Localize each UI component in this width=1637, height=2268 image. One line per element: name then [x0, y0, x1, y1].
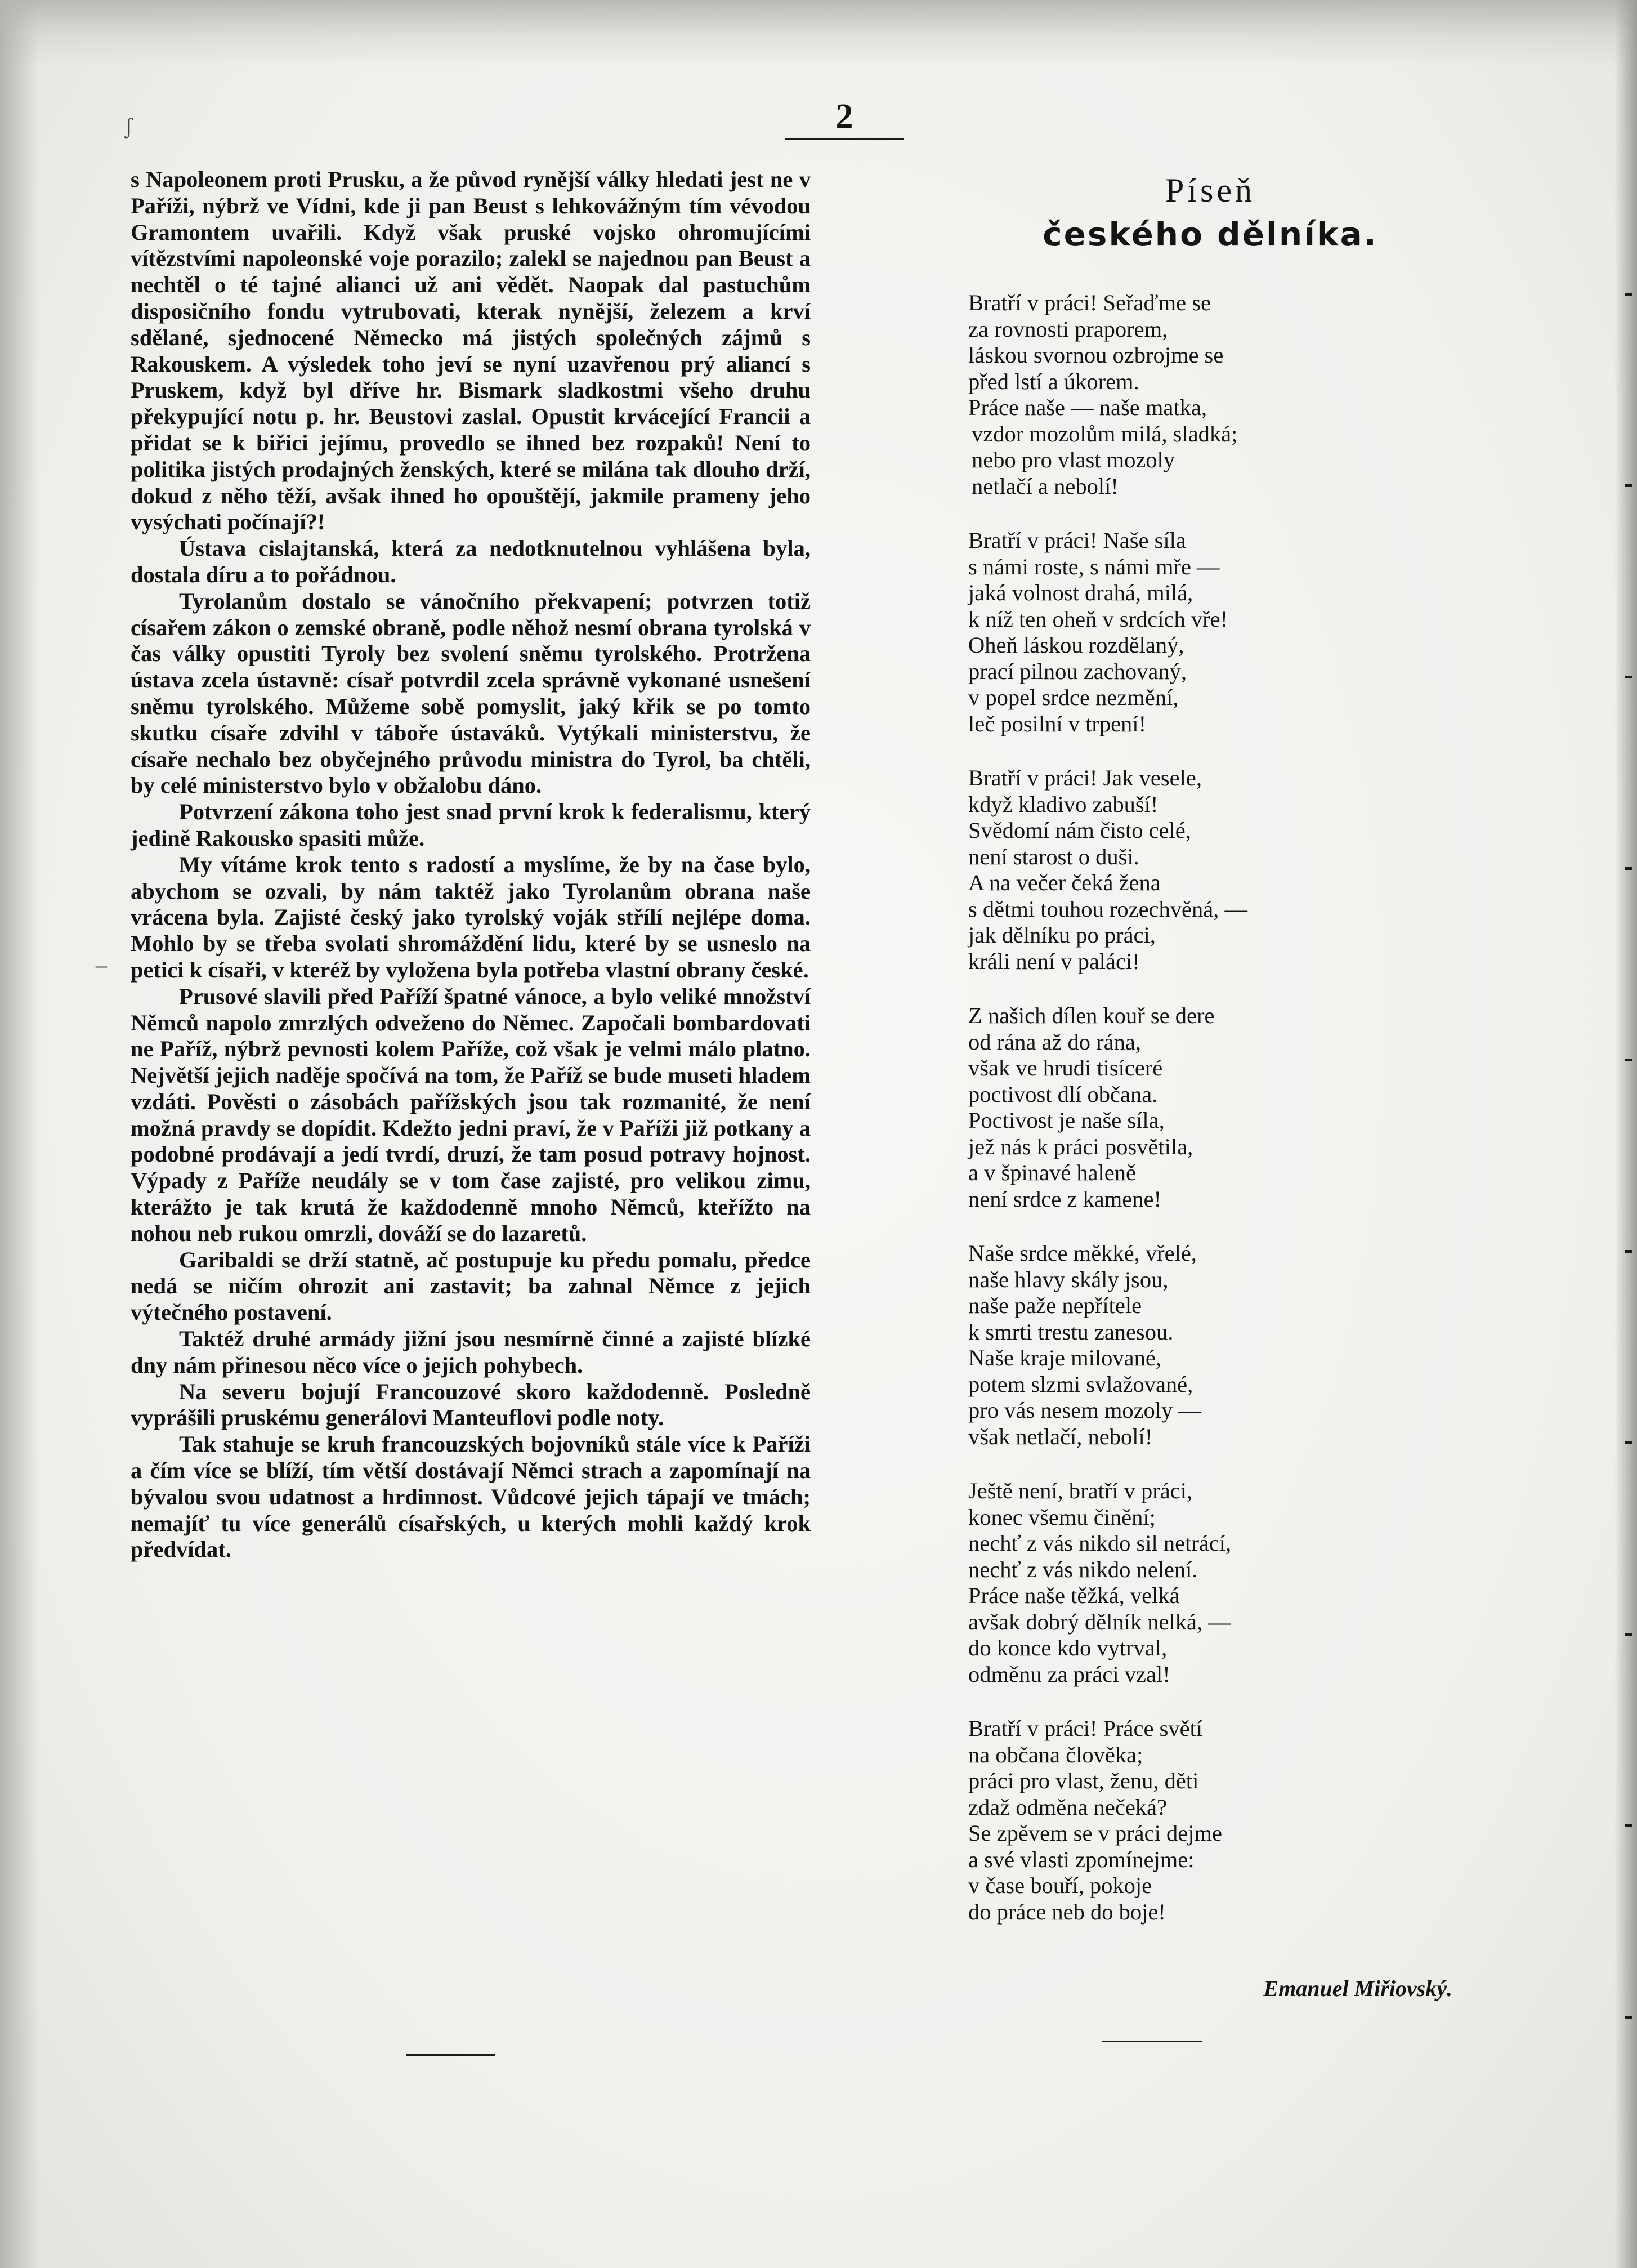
poem-title-line1: Píseň [1165, 172, 1256, 209]
poem-line: konec všemu činění; [968, 1504, 1156, 1530]
poem-line: k níž ten oheň v srdcích vře! [968, 606, 1228, 632]
poem-line: leč posilní v trpení! [968, 711, 1147, 736]
poem-line: nebo pro vlast mozoly [972, 447, 1175, 472]
article-paragraph: Tyrolanům dostalo se vánočního překvapení; potvrzen totiž císařem zákon o zemské obraně, podle něhož nesmí obrana tyrolská v čas války opustiti Tyroly bez svolení sněmu tyrolského. Protržena ústava zcela ústavně: císař potvrdil zcela správně vykonané usnešení sněmu tyrolského. Můžeme sobě pomyslit, jaký křik se po tomto skutku císaře zdvihl v táboře ústaváků. Vytýkali ministerstvu, že císaře nechalo bez obyčejného průvodu ministra do Tyrol, ba chtěli, by celé ministerstvo bylo v obžalobu dáno. [131, 588, 811, 798]
poem-line: a své vlasti zpomínejme: [968, 1846, 1195, 1872]
poem-line: za rovnosti praporem, [968, 316, 1168, 342]
poem-stanza [968, 528, 1475, 737]
poem-stanza [968, 290, 1475, 499]
poem-stanza [968, 1716, 1475, 1925]
poem-line: nechť z vás nikdo nelení. [968, 1556, 1198, 1582]
poem-line: Práce naše — naše matka, [968, 395, 1207, 420]
poem-line: prací pilnou zachovaný, [968, 658, 1187, 684]
article-paragraph: s Napoleonem proti Prusku, a že původ rynější války hledati jest ne v Paříži, nýbrž ve Vídni, kde ji pan Beust s lehkovážným tím vévodou Gramontem uvařili. Když však pruské vojsko ohromujícími vítězstvími napoleonské voje porazilo; zalekl se najednou pan Beust a nechtěl o té tajné alianci už ani vědět. Naopak dal pastuchům disposičního fondu vytrubovati, kterak nynější, železem a krví sdělané, sjednocené Německo má jistých společných zájmů s Rakouskem. A výsledek toho jeví se nyní uzavřenou prý aliancí s Pruskem, když byl dříve hr. Bismark sladkostmi všeho druhu překypující notu p. hr. Beustovi zaslal. Opustit krvácející Francii a přidat se k biřici jejímu, provedlo se ihned bez rozpaků! Není to politika jistých prodajných ženských, které se milána tak dlouho drží, dokud z něho těží, avšak ihned ho opouštějí, jakmile prameny jeho vysýchati počínají?! [131, 167, 811, 535]
edge-tick [1625, 1250, 1632, 1253]
poem-stanza [968, 1478, 1475, 1687]
edge-tick [1625, 1824, 1632, 1827]
poem-line: Z našich dílen kouř se dere [968, 1003, 1215, 1028]
article-paragraph: Prusové slavili před Paříží špatné vánoce, a bylo veliké množství Němců napolo zmrzlých odveženo do Němec. Započali bombardovati ne Paříž, nýbrž pevnosti kolem Paříže, což však je velmi málo platno. Největší jejich naděje spočívá na tom, že Paříž se bude museti hladem vzdáti. Pověsti o zásobách pařížských jsou tak rozmanité, že není možná pravdy se dopídit. Kdežto jedni praví, že v Paříži již potkany a podobné prodávají a jedí tvrdí, druzí, že tam posud potravy hojnost. Výpady z Paříže neudály se v tom čase zajisté, pro velikou zimu, kterážto je tak krutá že každodenně mnoho Němců, kteřížto na nohou neb rukou omrzli, dováží se do lazaretů. [131, 983, 811, 1246]
poem-line: vzdor mozolům milá, sladká; [972, 421, 1238, 447]
poem-stanza [968, 765, 1475, 975]
article-end-rule [406, 2054, 495, 2056]
poem-title-line2: českého dělníka. [1043, 215, 1378, 253]
poem-line: jaká volnost drahá, milá, [968, 580, 1193, 605]
poem-line: Bratří v práci! Jak vesele, [968, 765, 1202, 791]
page-number: 2 [835, 97, 853, 136]
poem-line: Bratří v práci! Naše síla [968, 528, 1186, 553]
poem-line: zdaž odměna nečeká? [968, 1794, 1168, 1820]
poem-line: Ještě není, bratří v práci, [968, 1478, 1193, 1503]
poem-line: nechť z vás nikdo sil netrácí, [968, 1530, 1232, 1556]
poem-line: s námi roste, s námi mře — [968, 553, 1220, 579]
poem-line: naše hlavy skály jsou, [968, 1266, 1169, 1292]
poem-line: v popel srdce nezmění, [968, 685, 1179, 710]
poem-line: do práce neb do boje! [968, 1899, 1166, 1925]
poem-line: v čase bouří, pokoje [968, 1873, 1152, 1898]
poem-line: jež nás k práci posvětila, [968, 1133, 1193, 1159]
poem-line: pro vás nesem mozoly — [968, 1398, 1201, 1423]
poem-line: odměnu za práci vzal! [968, 1661, 1170, 1687]
poem-line: s dětmi touhou rozechvěná, — [968, 896, 1247, 922]
poem-line: práci pro vlast, ženu, děti [968, 1768, 1199, 1793]
poem-line: králi není v paláci! [968, 948, 1140, 974]
poem-line: A na večer čeká žena [968, 870, 1161, 895]
edge-tick [1625, 1059, 1632, 1061]
poem-line: Se zpěvem se v práci dejme [968, 1820, 1222, 1846]
article-paragraph: My vítáme krok tento s radostí a myslíme, že by na čase bylo, abychom se ozvali, by nám taktéž jako Tyrolanům obrana naše vrácena byla. Zajisté český jako tyrolský voják střílí nejlépe doma. Mohlo by se třeba svolati shromáždění lidu, které by se usneslo na petici k císaři, v kteréž by vyložena byla potřeba vlastní obrany české. [131, 851, 811, 983]
article-paragraph: Potvrzení zákona toho jest snad první krok k federalismu, který jedině Rakousko spasiti může. [131, 799, 811, 851]
poem-title [968, 169, 1452, 257]
edge-tick [1625, 2016, 1632, 2019]
scan-shadow-right [1614, 0, 1637, 2268]
poem-line: Naše srdce měkké, vřelé, [968, 1240, 1197, 1266]
poem-line: však netlačí, nebolí! [968, 1423, 1153, 1449]
poem-line: Poctivost je naše síla, [968, 1108, 1165, 1133]
poem-line: není srdce z kamene! [968, 1186, 1161, 1212]
poem-line: Práce naše těžká, velká [968, 1583, 1180, 1608]
poem-line: do konce kdo vytrval, [968, 1635, 1168, 1660]
poem-end-rule [1102, 2041, 1202, 2042]
edge-tick [1625, 867, 1632, 870]
edge-tick [1625, 1633, 1632, 1636]
poem-line: před lstí a úkorem. [968, 368, 1139, 394]
poem-stanza [968, 1240, 1475, 1450]
edge-tick [1625, 484, 1632, 487]
scan-shadow-top [0, 0, 1637, 68]
edge-tick [1625, 1441, 1632, 1444]
scan-shadow-left [0, 0, 39, 2268]
poem-author: Emanuel Miřiovský. [1263, 1976, 1452, 2001]
poem-line: však ve hrudi tisíceré [968, 1055, 1163, 1081]
article-paragraph: Tak stahuje se kruh francouzských bojovníků stále více k Paříži a čím více se blíží, tím větší dostávají Němci strach a zapomínají na bývalou svou udatnost a hrdinnost. Vůdcové jejich tápají ve tmách; nemajíť tu více generálů císařských, u kterých mohli každý krok předvídat. [131, 1431, 811, 1562]
poem-body [968, 290, 1475, 1953]
poem-line: k smrti trestu zanesou. [968, 1319, 1174, 1345]
poem-stanza [968, 1003, 1475, 1212]
poem-line: láskou svornou ozbrojme se [968, 342, 1224, 368]
poem-line: Bratří v práci! Práce světí [968, 1716, 1203, 1741]
poem-line: jak dělníku po práci, [968, 922, 1156, 948]
page-number-rule [785, 138, 904, 140]
article-paragraph: Na severu bojují Francouzové skoro každodenně. Posledně vyprášili pruskému generálovi Manteuflovi podle noty. [131, 1378, 811, 1431]
article-paragraph: Ústava cislajtanská, která za nedotknutelnou vyhlášena byla, dostala díru a to pořádnou. [131, 535, 811, 587]
edge-tick [1625, 676, 1632, 678]
poem-line: když kladivo zabuší! [968, 791, 1159, 817]
poem-line: poctivost dlí občana. [968, 1081, 1158, 1107]
poem-line: Svědomí nám čisto celé, [968, 818, 1191, 843]
article-column [131, 167, 811, 1563]
poem-line: na občana člověka; [968, 1742, 1143, 1767]
poem-line: netlačí a nebolí! [972, 473, 1119, 499]
poem-line: od rána až do rána, [968, 1029, 1141, 1055]
poem-line: naše paže nepřítele [968, 1293, 1142, 1318]
edge-tick [1625, 293, 1632, 296]
poem-line: avšak dobrý dělník nelká, — [968, 1609, 1231, 1635]
poem-line: a v špinavé haleně [968, 1160, 1136, 1185]
pencil-mark: ʃ [125, 113, 133, 139]
poem-line: potem slzmi svlažované, [968, 1371, 1193, 1397]
poem-line: Oheň láskou rozdělaný, [968, 632, 1184, 658]
poem-line: není starost o duši. [968, 843, 1139, 869]
article-paragraph: Garibaldi se drží statně, ač postupuje ku předu pomalu, předce nedá se ničím ohrozit ani zastavit; ba zahnal Němce z jejich výtečného postavení. [131, 1247, 811, 1325]
poem-line: Naše kraje milované, [968, 1345, 1161, 1370]
poem-line: Bratří v práci! Seřaďme se [968, 290, 1211, 315]
margin-dash: – [96, 952, 107, 977]
article-paragraph: Taktéž druhé armády jižní jsou nesmírně činné a zajisté blízké dny nám přinesou něco více o jejich pohybech. [131, 1326, 811, 1378]
